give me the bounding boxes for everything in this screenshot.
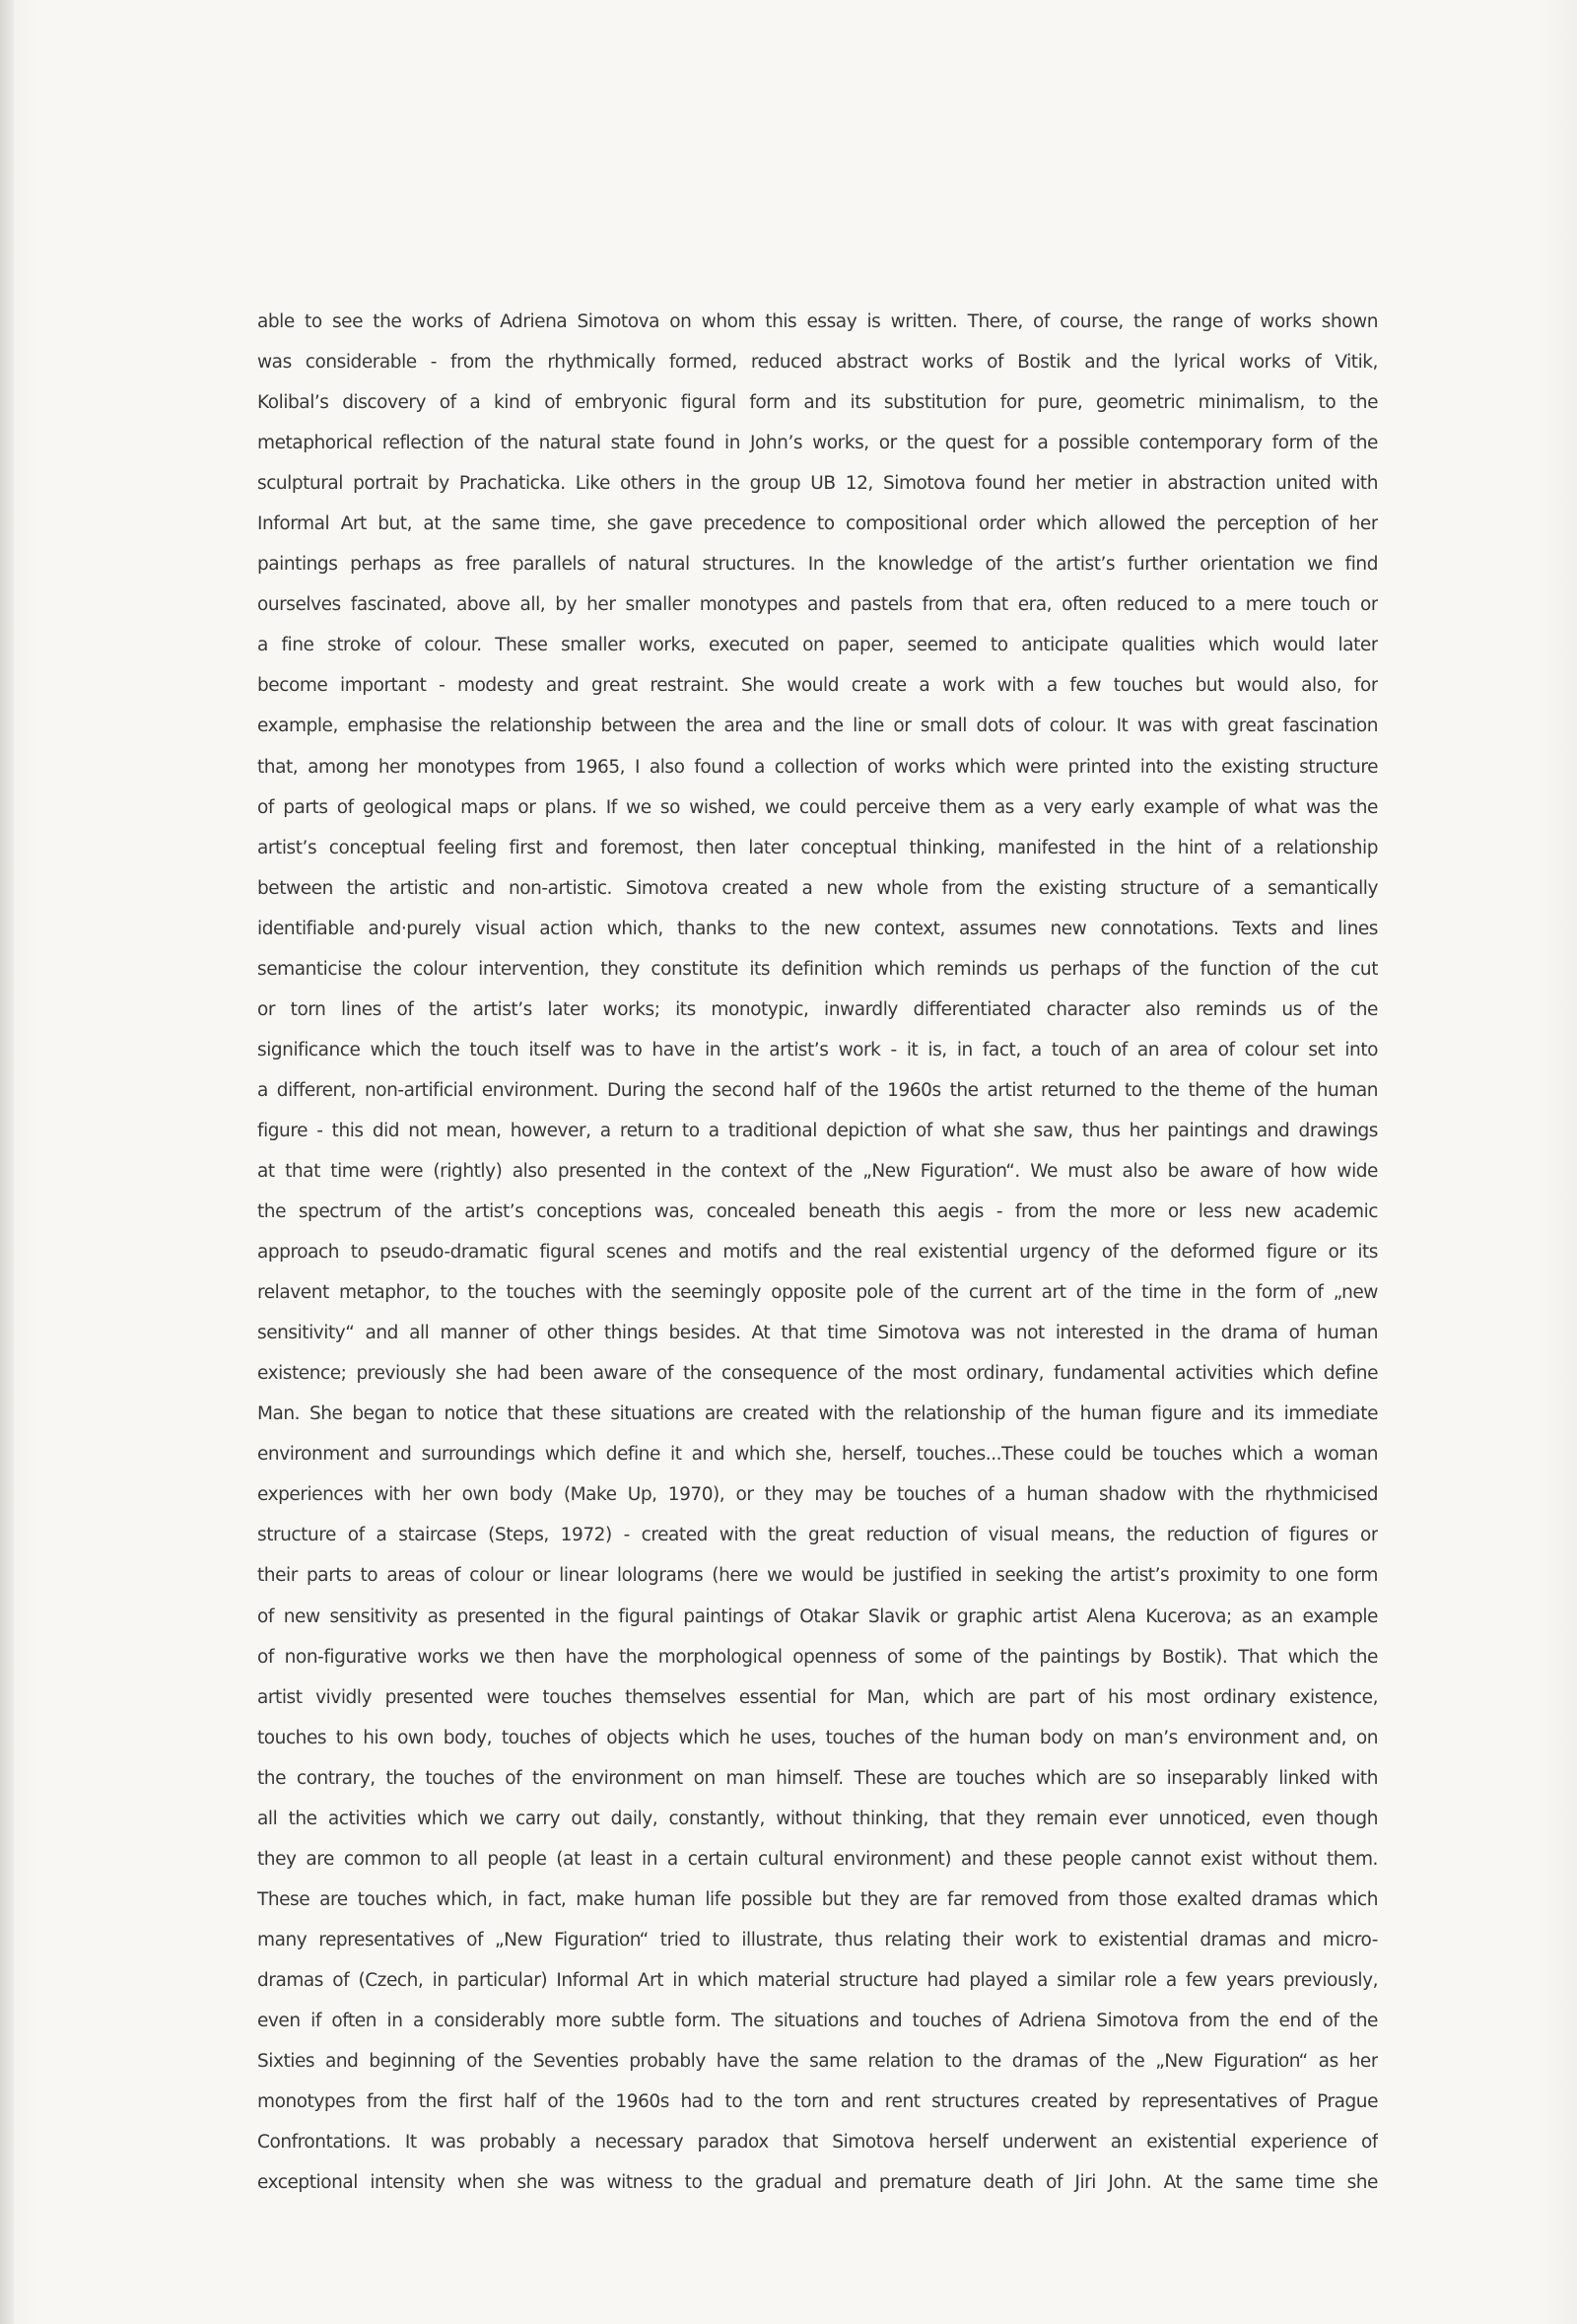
essay-line: structure of a staircase (Steps, 1972) - created with the great reduction of visual means, the reduction of figures or [257,1525,1378,1546]
essay-line: example, emphasise the relationship between the area and the line or small dots of colour. It was with great fascination [257,716,1378,737]
book-spine-shadow [0,0,14,2324]
essay-line: many representatives of „New Figuration“ tried to illustrate, thus relating their work to existential dramas and micro- [257,1929,1378,1950]
essay-line: the contrary, the touches of the environment on man himself. These are touches which are so inseparably linked with [257,1767,1378,1789]
essay-line: a different, non-artificial environment. During the second half of the 1960s the artist returned to the theme of the human [257,1079,1378,1101]
essay-line: dramas of (Czech, in particular) Informal Art in which material structure had played a similar role a few years previously, [257,1969,1378,1991]
essay-line: monotypes from the first half of the 1960s had to the torn and rent structures created by representatives of Prague [257,2091,1378,2113]
essay-line: a fine stroke of colour. These smaller works, executed on paper, seemed to anticipate qualities which would later [257,635,1378,656]
essay-line: even if often in a considerably more subtle form. The situations and touches of Adriena Simotova from the end of the [257,2010,1378,2031]
essay-line: of parts of geological maps or plans. If we so wished, we could perceive them as a very early example of what was the [257,796,1378,818]
essay-line: of non-figurative works we then have the morphological openness of some of the paintings by Bostik). That which the [257,1646,1378,1668]
essay-line: between the artistic and non-artistic. Simotova created a new whole from the existing structure of a semantically [257,877,1378,899]
essay-line: significance which the touch itself was to have in the artist’s work - it is, in fact, a touch of an area of colour set into [257,1039,1378,1060]
essay-line: they are common to all people (at least in a certain cultural environment) and these people cannot exist without them. [257,1848,1378,1870]
essay-line: metaphorical reflection of the natural state found in John’s works, or the quest for a possible contemporary form of the [257,433,1378,454]
essay-line: Kolibal’s discovery of a kind of embryonic figural form and its substitution for pure, geometric minimalism, to the [257,392,1378,414]
essay-line: of new sensitivity as presented in the figural paintings of Otakar Slavik or graphic artist Alena Kucerova; as an example [257,1606,1378,1627]
essay-line: paintings perhaps as free parallels of natural structures. In the knowledge of the artist’s further orientation we find [257,554,1378,576]
essay-line: sculptural portrait by Prachaticka. Like others in the group UB 12, Simotova found her metier in abstraction united with [257,473,1378,495]
essay-line: experiences with her own body (Make Up, 1970), or they may be touches of a human shadow with the rhythmicised [257,1484,1378,1506]
essay-line: touches to his own body, touches of objects which he uses, touches of the human body on man’s environment and, on [257,1727,1378,1748]
essay-line: their parts to areas of colour or linear lolograms (here we would be justified in seeking the artist’s proximity to one form [257,1565,1378,1587]
essay-line: Man. She began to notice that these situations are created with the relationship of the human figure and its immediate [257,1403,1378,1425]
essay-line: all the activities which we carry out daily, constantly, without thinking, that they remain ever unnoticed, even though [257,1808,1378,1829]
essay-line: artist’s conceptual feeling first and foremost, then later conceptual thinking, manifested in the hint of a relationship [257,837,1378,858]
essay-line: ourselves fascinated, above all, by her smaller monotypes and pastels from that era, often reduced to a mere touch or [257,594,1378,616]
essay-line: Confrontations. It was probably a necessary paradox that Simotova herself underwent an existential experience of [257,2132,1378,2153]
essay-text-block [257,302,1378,2203]
essay-line: sensitivity“ and all manner of other things besides. At that time Simotova was not interested in the drama of human [257,1323,1378,1344]
essay-line: relavent metaphor, to the touches with the seemingly opposite pole of the current art of the time in the form of „new [257,1282,1378,1304]
essay-line: able to see the works of Adriena Simotova on whom this essay is written. There, of course, the range of works shown [257,311,1378,332]
essay-line: Sixties and beginning of the Seventies probably have the same relation to the dramas of the „New Figuration“ as her [257,2051,1378,2073]
essay-line: exceptional intensity when she was witness to the gradual and premature death of Jiri John. At the same time she [257,2172,1378,2194]
essay-line: artist vividly presented were touches themselves essential for Man, which are part of his most ordinary existence, [257,1686,1378,1708]
essay-line: the spectrum of the artist’s conceptions was, concealed beneath this aegis - from the more or less new academic [257,1201,1378,1223]
essay-line: existence; previously she had been aware of the consequence of the most ordinary, fundamental activities which define [257,1363,1378,1385]
essay-line: at that time were (rightly) also presented in the context of the „New Figuration“. We must also be aware of how wide [257,1160,1378,1182]
essay-line: These are touches which, in fact, make human life possible but they are far removed from those exalted dramas which [257,1888,1378,1910]
essay-line: semanticise the colour intervention, they constitute its definition which reminds us perhaps of the function of the cut [257,958,1378,980]
essay-line: approach to pseudo-dramatic figural scenes and motifs and the real existential urgency of the deformed figure or its [257,1242,1378,1264]
essay-line: figure - this did not mean, however, a return to a traditional depiction of what she saw, thus her paintings and drawings [257,1120,1378,1141]
essay-line: identifiable and·purely visual action which, thanks to the new context, assumes new connotations. Texts and lines [257,918,1378,939]
essay-line: that, among her monotypes from 1965, I also found a collection of works which were printed into the existing structure [257,756,1378,778]
essay-line: environment and surroundings which define it and which she, herself, touches...These could be touches which a woman [257,1444,1378,1466]
essay-line: was considerable - from the rhythmically formed, reduced abstract works of Bostik and the lyrical works of Vitik, [257,352,1378,374]
essay-line: Informal Art but, at the same time, she gave precedence to compositional order which allowed the perception of her [257,513,1378,535]
essay-line: or torn lines of the artist’s later works; its monotypic, inwardly differentiated character also reminds us of the [257,998,1378,1020]
essay-line: become important - modesty and great restraint. She would create a work with a few touches but would also, for [257,675,1378,697]
